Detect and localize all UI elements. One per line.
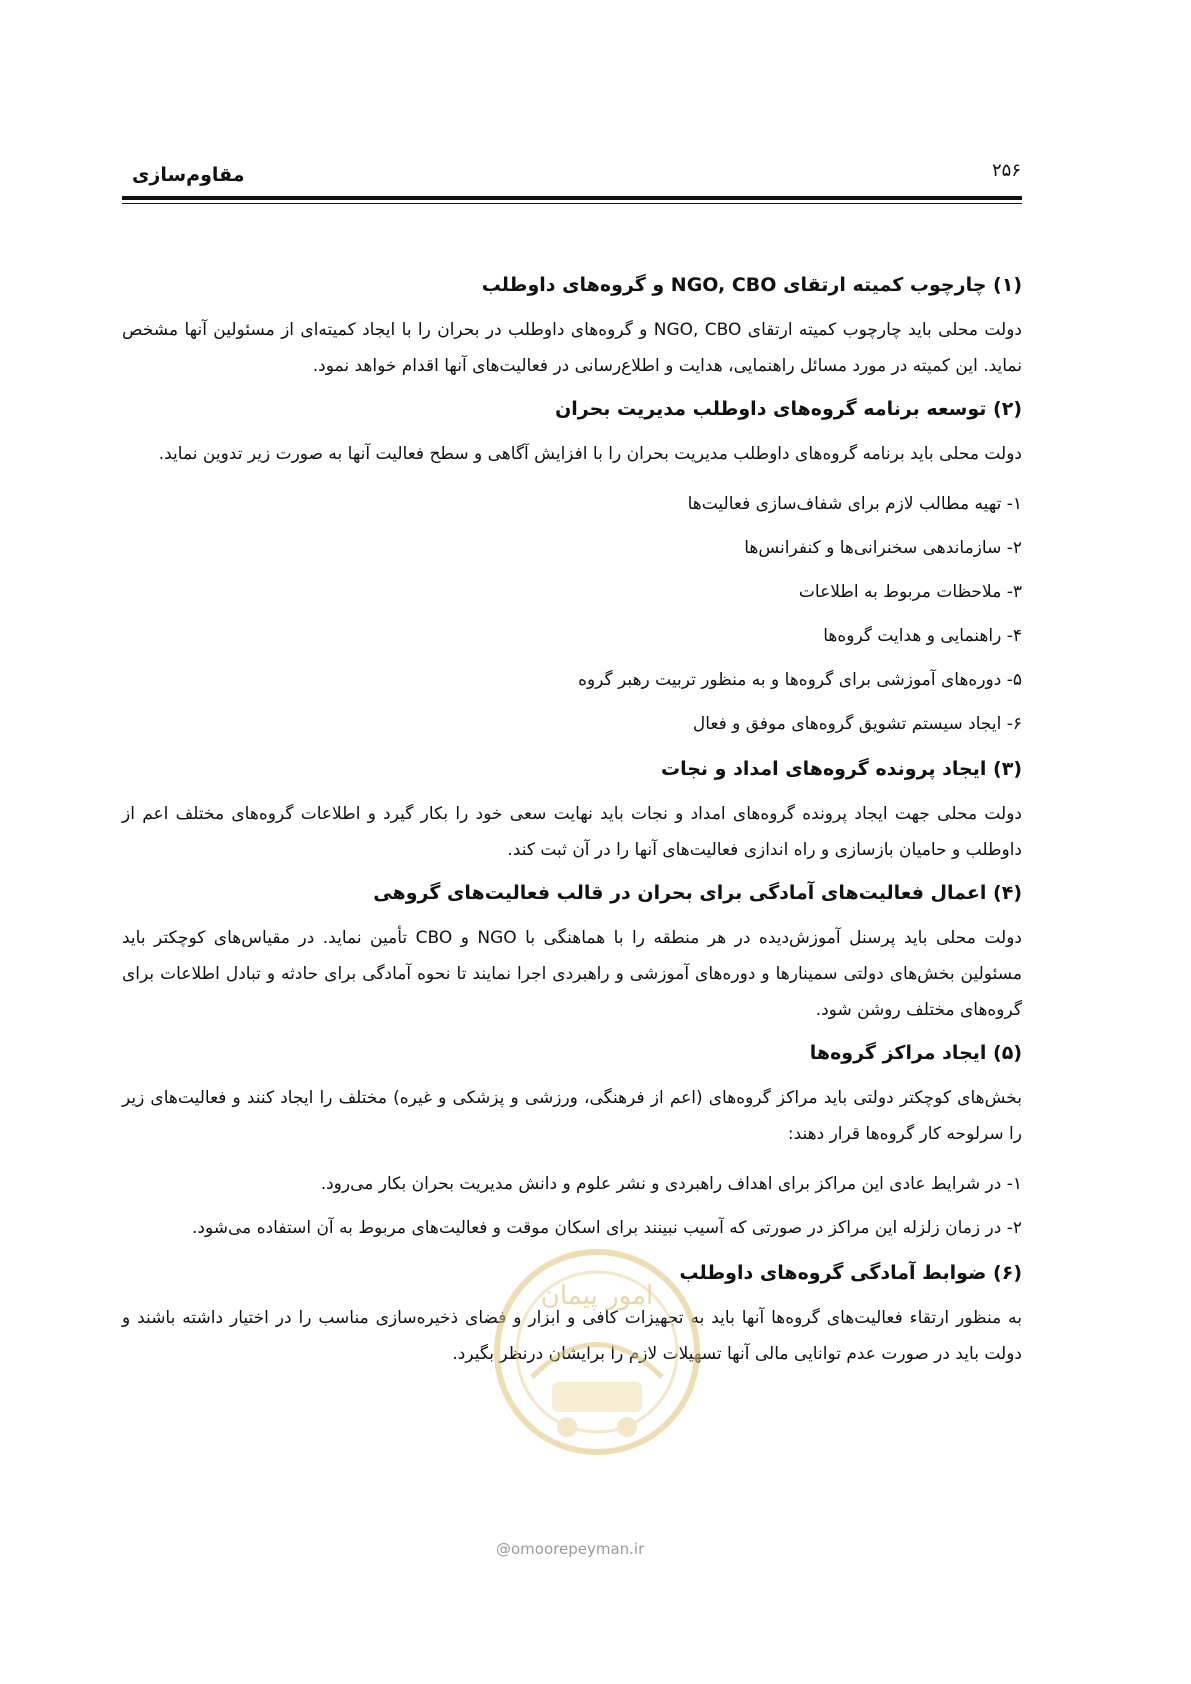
paragraph: دولت محلی باید برنامه گروه‌های داوطلب مدیریت بحران را با افزایش آگاهی و سطح فعالیت آنها به صورت زیر تدوین نماید. bbox=[158, 444, 1022, 464]
section-heading: (۵) ایجاد مراکز گروه‌ها bbox=[809, 1042, 1022, 1064]
list-item: ۱- تهیه مطالب لازم برای شفاف‌سازی فعالیت‌ها bbox=[687, 494, 1022, 514]
paragraph: دولت محلی باید پرسنل آموزش‌دیده در هر منطقه را با هماهنگی با NGO و CBO تأمین نماید. در مقیاس‌های کوچکتر باید مسئولین بخش‌های دولتی سمینارها و دوره‌های آموزشی و راهبردی اجرا نمایند تا نحوه آمادگی برای حادثه و تبادل اطلاعات برای گروه‌های مختلف روشن شود. bbox=[122, 928, 1022, 1020]
header-rule bbox=[122, 196, 1022, 200]
section-heading: (۶) ضوابط آمادگی گروه‌های داوطلب bbox=[679, 1262, 1022, 1284]
list-item: ۶- ایجاد سیستم تشویق گروه‌های موفق و فعال bbox=[692, 714, 1022, 734]
list-item: ۲- در زمان زلزله این مراکز در صورتی که آسیب نبینند برای اسکان موقت و فعالیت‌های مربوط به آن استفاده می‌شود. bbox=[192, 1218, 1022, 1238]
section-1 bbox=[122, 270, 1022, 384]
list-item: ۴- راهنمایی و هدایت گروه‌ها bbox=[823, 626, 1022, 646]
watermark-logo-text: امور پیمان bbox=[540, 1281, 654, 1311]
section-heading: (۲) توسعه برنامه گروه‌های داوطلب مدیریت بحران bbox=[555, 398, 1022, 420]
section-heading: (۳) ایجاد پرونده گروه‌های امداد و نجات bbox=[661, 758, 1022, 780]
running-title: مقاوم‌سازی bbox=[132, 164, 245, 186]
list-item: ۲- سازماندهی سخنرانی‌ها و کنفرانس‌ها bbox=[744, 538, 1022, 558]
watermark-caption: @omoorepeyman.ir bbox=[496, 1540, 645, 1558]
paragraph: دولت محلی جهت ایجاد پرونده گروه‌های امداد و نجات باید نهایت سعی خود را بکار گیرد و اطلاعات گروه‌های مختلف اعم از داوطلب و حامیان بازسازی و راه اندازی فعالیت‌های آنها را در آن ثبت کند. bbox=[122, 804, 1022, 860]
section-5 bbox=[122, 1038, 1022, 1250]
section-heading: (۴) اعمال فعالیت‌های آمادگی برای بحران در قالب فعالیت‌های گروهی bbox=[373, 882, 1022, 904]
numbered-list bbox=[122, 482, 1022, 746]
numbered-list bbox=[122, 1162, 1022, 1250]
paragraph: بخش‌های کوچکتر دولتی باید مراکز گروه‌های (اعم از فرهنگی، ورزشی و پزشکی و غیره) مختلف را ایجاد کنند و فعالیت‌های زیر را سرلوحه کار گروه‌ها قرار دهند: bbox=[122, 1088, 1022, 1144]
paragraph: به منظور ارتقاء فعالیت‌های گروه‌ها آنها باید به تجهیزات کافی و ابزار و فضای ذخیره‌سازی مناسب را در اختیار داشته باشند و دولت باید در صورت عدم توانایی مالی آنها تسهیلات لازم را برایشان درنظر بگیرد. bbox=[122, 1308, 1022, 1364]
list-item: ۱- در شرایط عادی این مراکز برای اهداف راهبردی و نشر علوم و دانش مدیریت بحران بکار می‌رود. bbox=[320, 1174, 1022, 1194]
section-4 bbox=[122, 878, 1022, 1028]
page-number: ۲۵۶ bbox=[991, 160, 1021, 181]
paragraph: دولت محلی باید چارچوب کمیته ارتقای NGO, CBO و گروه‌های داوطلب در بحران را با ایجاد کمیته‌ای از مسئولین آنها مشخص نماید. این کمیته در مورد مسائل راهنمایی، هدایت و اطلاع‌رسانی در فعالیت‌های آنها اقدام خواهد نمود. bbox=[122, 320, 1022, 376]
watermark-logo-icon bbox=[487, 1242, 707, 1472]
section-3 bbox=[122, 754, 1022, 868]
section-2 bbox=[122, 394, 1022, 746]
page-body bbox=[122, 270, 1022, 1382]
list-item: ۳- ملاحظات مربوط به اطلاعات bbox=[798, 582, 1022, 602]
header-rule-thin bbox=[122, 203, 1022, 204]
list-item: ۵- دوره‌های آموزشی برای گروه‌ها و به منظور تربیت رهبر گروه bbox=[578, 670, 1022, 690]
section-heading: (۱) چارچوب کمیته ارتقای NGO, CBO و گروه‌های داوطلب bbox=[481, 274, 1022, 296]
